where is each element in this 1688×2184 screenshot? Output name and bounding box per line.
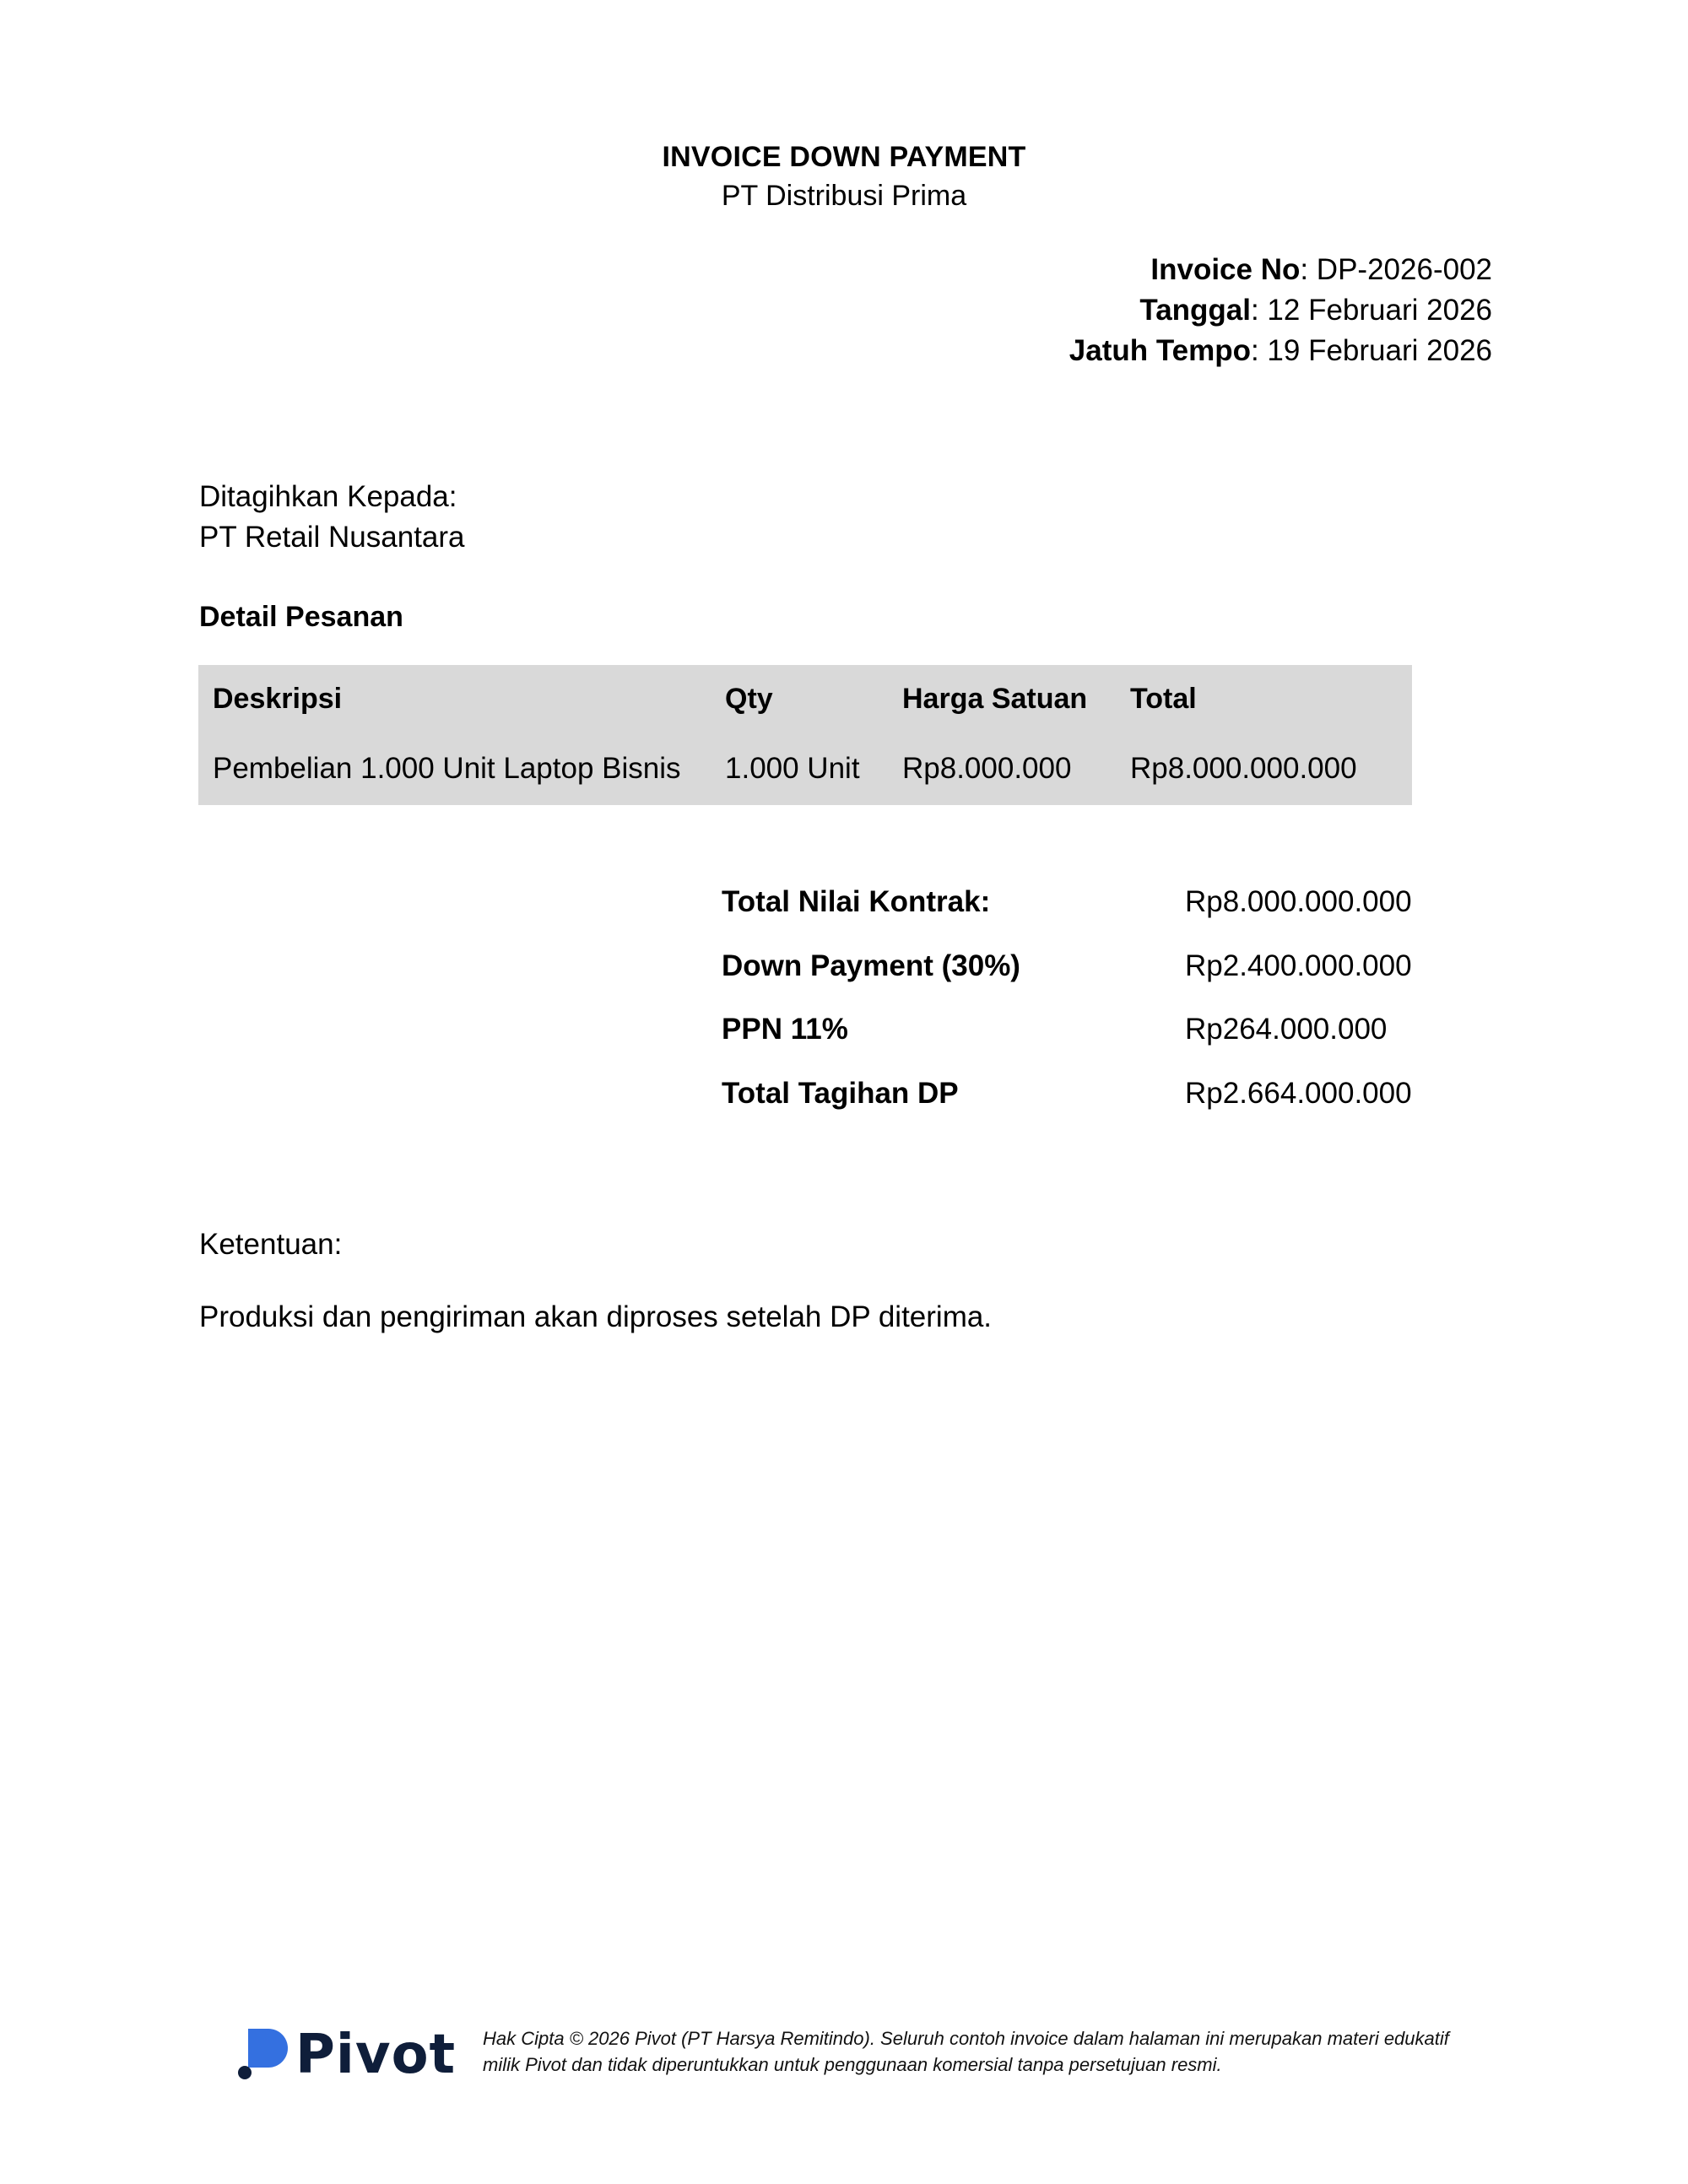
- order-details-title: Detail Pesanan: [199, 601, 403, 633]
- cell-description: Pembelian 1.000 Unit Laptop Bisnis: [213, 752, 681, 785]
- summary-label: Total Nilai Kontrak:: [722, 885, 991, 918]
- pivot-logo-mark-icon: [238, 2029, 289, 2081]
- summary-value: Rp8.000.000.000: [1185, 885, 1412, 918]
- invoice-meta: [1069, 250, 1492, 371]
- terms-text: Produksi dan pengiriman akan diproses setelah DP diterima.: [199, 1300, 993, 1333]
- invoice-number-line: [1069, 250, 1492, 290]
- cell-qty: 1.000 Unit: [725, 752, 860, 785]
- due-date-label: Jatuh Tempo: [1069, 334, 1251, 367]
- invoice-date-label: Tanggal: [1139, 294, 1251, 327]
- invoice-number-label: Invoice No: [1150, 253, 1301, 286]
- page-footer: [0, 2017, 1688, 2101]
- due-date-line: [1069, 331, 1492, 371]
- column-header-unit-price: Harga Satuan: [902, 682, 1088, 715]
- bill-to: [199, 477, 465, 558]
- summary-value: Rp264.000.000: [1185, 1013, 1388, 1046]
- summary-label: PPN 11%: [722, 1013, 848, 1046]
- column-header-qty: Qty: [725, 682, 773, 715]
- table-header-row: [198, 665, 1412, 733]
- document-title: INVOICE DOWN PAYMENT: [662, 141, 1026, 173]
- copyright-notice: [483, 2025, 1496, 2078]
- pivot-logo: [238, 2025, 456, 2084]
- summary-label: Down Payment (30%): [722, 949, 1020, 982]
- summary-label: Total Tagihan DP: [722, 1076, 959, 1110]
- terms-label: Ketentuan:: [199, 1228, 343, 1261]
- invoice-date-value: : 12 Februari 2026: [1250, 294, 1492, 327]
- column-header-total: Total: [1130, 682, 1197, 715]
- copyright-line-2: milik Pivot dan tidak diperuntukkan untuk penggunaan komersial tanpa persetujuan resmi.: [483, 2054, 1222, 2075]
- cell-total: Rp8.000.000.000: [1130, 752, 1357, 785]
- issuer-company-name: PT Distribusi Prima: [721, 180, 967, 212]
- invoice-date-line: [1069, 290, 1492, 331]
- bill-to-name: PT Retail Nusantara: [199, 521, 465, 554]
- summary-value: Rp2.400.000.000: [1185, 949, 1412, 982]
- copyright-line-1: Hak Cipta © 2026 Pivot (PT Harsya Remitindo). Seluruh contoh invoice dalam halaman ini merupakan materi edukatif: [483, 2028, 1449, 2049]
- order-items-table: [198, 665, 1412, 805]
- summary-value: Rp2.664.000.000: [1185, 1076, 1412, 1110]
- cell-unit-price: Rp8.000.000: [902, 752, 1072, 785]
- table-row: [198, 733, 1412, 805]
- bill-to-label: Ditagihkan Kepada:: [199, 480, 457, 513]
- invoice-number-value: : DP-2026-002: [1300, 253, 1492, 286]
- due-date-value: : 19 Februari 2026: [1250, 334, 1492, 367]
- pivot-logo-text: Pivot: [295, 2024, 457, 2086]
- document-header: [0, 138, 1688, 215]
- column-header-description: Deskripsi: [213, 682, 343, 715]
